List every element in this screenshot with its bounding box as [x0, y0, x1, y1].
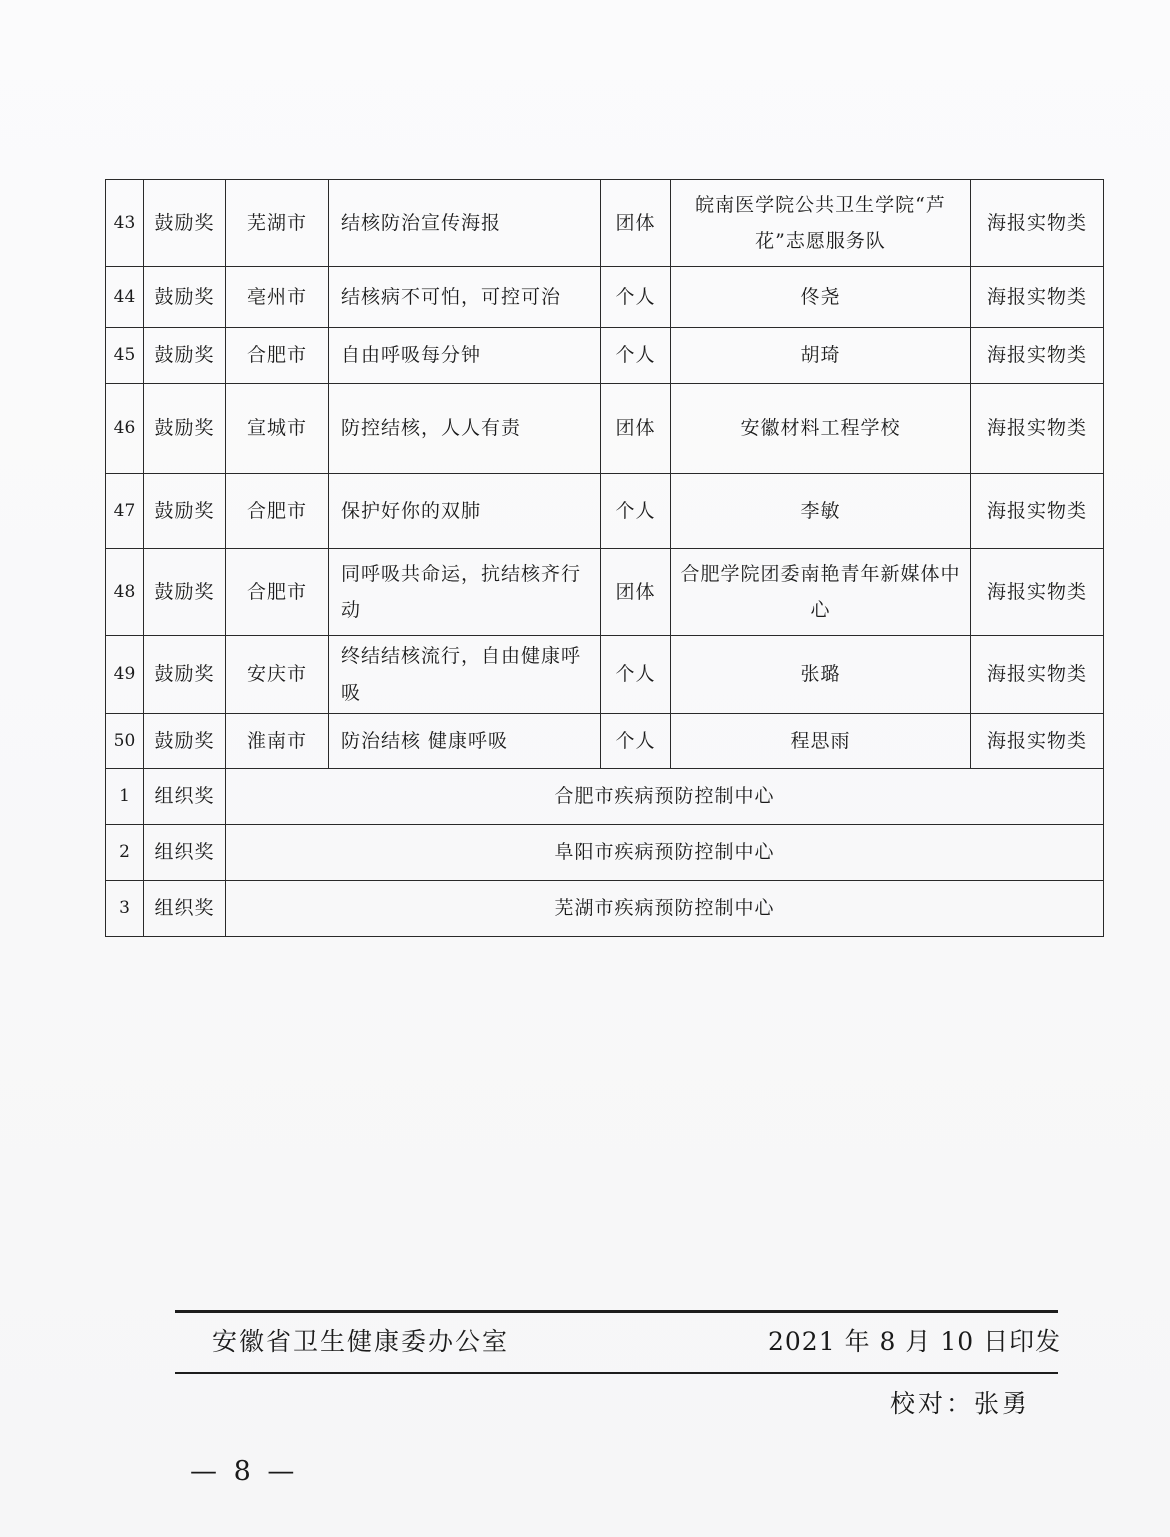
winner: 程思雨 — [671, 714, 971, 769]
work-title: 结核防治宣传海报 — [329, 180, 601, 267]
footer-bottom-rule — [175, 1372, 1058, 1374]
table-row — [106, 474, 1104, 549]
winner: 皖南医学院公共卫生学院“芦花”志愿服务队 — [671, 180, 971, 267]
city: 安庆市 — [226, 636, 329, 714]
winner-organization: 合肥市疾病预防控制中心 — [226, 769, 1104, 825]
table-row — [106, 267, 1104, 328]
category: 海报实物类 — [971, 384, 1104, 474]
award-level: 鼓励奖 — [144, 714, 226, 769]
row-number: 47 — [106, 474, 144, 549]
city: 芜湖市 — [226, 180, 329, 267]
table-row — [106, 384, 1104, 474]
issue-date: 2021 年 8 月 10 日印发 — [768, 1327, 1062, 1356]
footer-top-rule — [175, 1310, 1058, 1313]
entry-type: 团体 — [601, 180, 671, 267]
org-award-row — [106, 881, 1104, 937]
award-level: 鼓励奖 — [144, 474, 226, 549]
table-row — [106, 549, 1104, 636]
row-number: 43 — [106, 180, 144, 267]
award-level: 鼓励奖 — [144, 549, 226, 636]
award-table — [105, 179, 1104, 937]
entry-type: 个人 — [601, 267, 671, 328]
row-number: 46 — [106, 384, 144, 474]
work-title: 保护好你的双肺 — [329, 474, 601, 549]
table-row — [106, 180, 1104, 267]
table-row — [106, 636, 1104, 714]
row-number: 3 — [106, 881, 144, 937]
org-award-row — [106, 825, 1104, 881]
winner: 张璐 — [671, 636, 971, 714]
award-level: 鼓励奖 — [144, 180, 226, 267]
award-level: 组织奖 — [144, 769, 226, 825]
row-number: 50 — [106, 714, 144, 769]
winner-organization: 阜阳市疾病预防控制中心 — [226, 825, 1104, 881]
row-number: 44 — [106, 267, 144, 328]
category: 海报实物类 — [971, 549, 1104, 636]
page-number: — 8 — — [190, 1456, 299, 1487]
work-title: 防控结核，人人有责 — [329, 384, 601, 474]
entry-type: 个人 — [601, 328, 671, 384]
table-row — [106, 328, 1104, 384]
winner: 佟尧 — [671, 267, 971, 328]
org-award-row — [106, 769, 1104, 825]
row-number: 48 — [106, 549, 144, 636]
category: 海报实物类 — [971, 328, 1104, 384]
award-level: 鼓励奖 — [144, 267, 226, 328]
category: 海报实物类 — [971, 180, 1104, 267]
city: 亳州市 — [226, 267, 329, 328]
winner-organization: 芜湖市疾病预防控制中心 — [226, 881, 1104, 937]
proofreader: 校对：张勇 — [890, 1389, 1031, 1418]
table-row — [106, 714, 1104, 769]
entry-type: 团体 — [601, 549, 671, 636]
city: 淮南市 — [226, 714, 329, 769]
winner: 合肥学院团委南艳青年新媒体中心 — [671, 549, 971, 636]
city: 合肥市 — [226, 549, 329, 636]
winner: 胡琦 — [671, 328, 971, 384]
row-number: 2 — [106, 825, 144, 881]
work-title: 结核病不可怕，可控可治 — [329, 267, 601, 328]
entry-type: 个人 — [601, 474, 671, 549]
award-level: 鼓励奖 — [144, 636, 226, 714]
winner: 安徽材料工程学校 — [671, 384, 971, 474]
award-level: 鼓励奖 — [144, 328, 226, 384]
city: 合肥市 — [226, 328, 329, 384]
award-level: 组织奖 — [144, 825, 226, 881]
row-number: 49 — [106, 636, 144, 714]
row-number: 45 — [106, 328, 144, 384]
winner: 李敏 — [671, 474, 971, 549]
city: 合肥市 — [226, 474, 329, 549]
work-title: 同呼吸共命运，抗结核齐行动 — [329, 549, 601, 636]
award-level: 组织奖 — [144, 881, 226, 937]
entry-type: 团体 — [601, 384, 671, 474]
issuer-name: 安徽省卫生健康委办公室 — [212, 1327, 510, 1356]
award-level: 鼓励奖 — [144, 384, 226, 474]
category: 海报实物类 — [971, 636, 1104, 714]
work-title: 终结结核流行，自由健康呼吸 — [329, 636, 601, 714]
entry-type: 个人 — [601, 714, 671, 769]
category: 海报实物类 — [971, 714, 1104, 769]
work-title: 自由呼吸每分钟 — [329, 328, 601, 384]
work-title: 防治结核 健康呼吸 — [329, 714, 601, 769]
city: 宣城市 — [226, 384, 329, 474]
entry-type: 个人 — [601, 636, 671, 714]
category: 海报实物类 — [971, 267, 1104, 328]
row-number: 1 — [106, 769, 144, 825]
category: 海报实物类 — [971, 474, 1104, 549]
